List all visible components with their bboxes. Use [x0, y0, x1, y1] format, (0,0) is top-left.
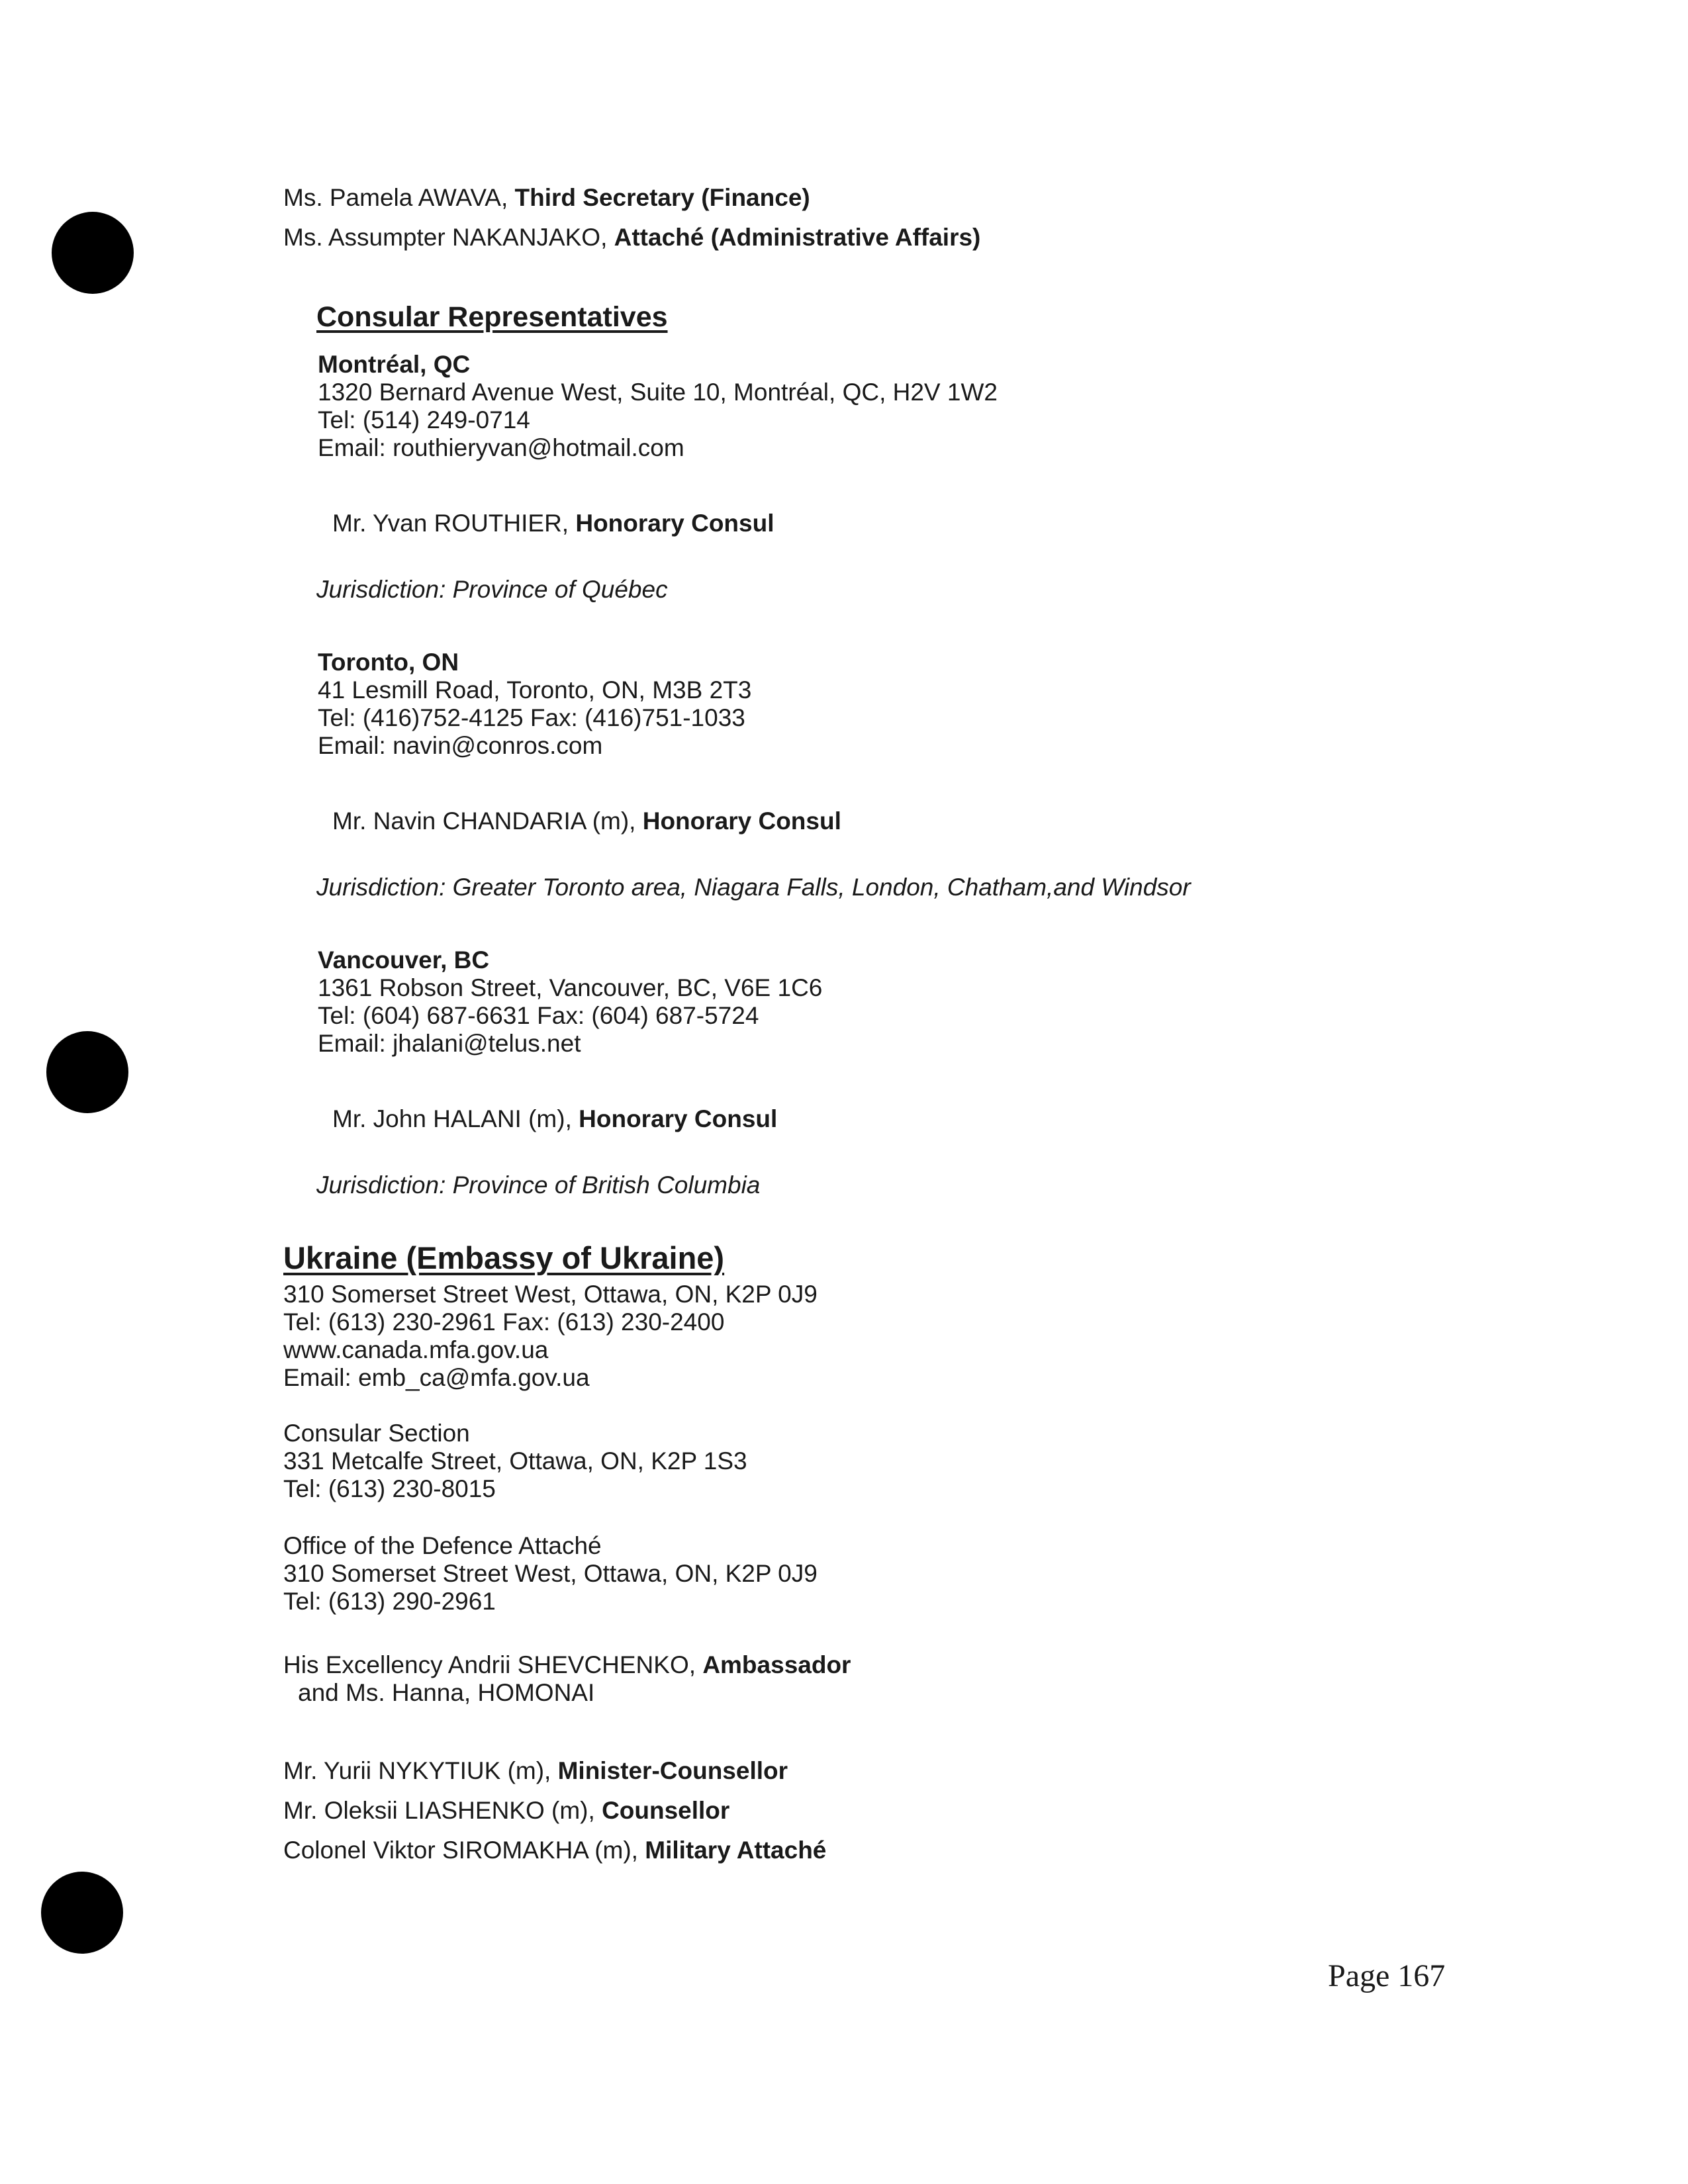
consul-vancouver: Mr. John HALANI (m), Honorary Consul — [332, 1105, 778, 1132]
consular-section — [283, 1420, 1688, 1503]
office-city: Vancouver, BC — [318, 946, 490, 974]
punch-hole-middle — [46, 1031, 128, 1113]
page-number: Page 167 — [1328, 1958, 1446, 1993]
section-title: Office of the Defence Attaché — [283, 1532, 602, 1559]
office-toronto — [318, 649, 1688, 760]
embassy-tel: Tel: (613) 230-2961 Fax: (613) 230-2400 — [283, 1308, 725, 1336]
office-tel: Tel: (416)752-4125 Fax: (416)751-1033 — [318, 704, 745, 731]
embassy-website: www.canada.mfa.gov.ua — [283, 1336, 549, 1363]
ambassador-spouse: and Ms. Hanna, HOMONAI — [298, 1679, 595, 1706]
office-tel: Tel: (514) 249-0714 — [318, 406, 530, 433]
punch-hole-top — [52, 212, 134, 294]
country-heading-ukraine: Ukraine (Embassy of Ukraine) — [283, 1240, 725, 1275]
office-email: Email: jhalani@telus.net — [318, 1030, 581, 1057]
staff-entry: Colonel Viktor SIROMAKHA (m), Military Attaché — [283, 1837, 827, 1864]
staff-list-ukraine — [283, 1757, 1688, 1864]
office-address: 1320 Bernard Avenue West, Suite 10, Montréal, QC, H2V 1W2 — [318, 379, 998, 406]
section-tel: Tel: (613) 290-2961 — [283, 1588, 496, 1615]
embassy-email: Email: emb_ca@mfa.gov.ua — [283, 1364, 590, 1391]
jurisdiction-vancouver: Jurisdiction: Province of British Columbia — [316, 1171, 761, 1199]
staff-entry: Ms. Assumpter NAKANJAKO, Attaché (Administrative Affairs) — [283, 224, 981, 251]
embassy-contact — [283, 1281, 1688, 1392]
office-tel: Tel: (604) 687-6631 Fax: (604) 687-5724 — [318, 1002, 759, 1029]
staff-entry: Mr. Yurii NYKYTIUK (m), Minister-Counsellor — [283, 1757, 788, 1784]
office-address: 1361 Robson Street, Vancouver, BC, V6E 1C6 — [318, 974, 823, 1001]
office-city: Toronto, ON — [318, 649, 459, 676]
staff-list-top — [283, 184, 1688, 251]
office-montreal — [318, 351, 1688, 462]
punch-hole-bottom — [41, 1872, 123, 1954]
section-address: 331 Metcalfe Street, Ottawa, ON, K2P 1S3 — [283, 1447, 747, 1475]
embassy-address: 310 Somerset Street West, Ottawa, ON, K2P 0J9 — [283, 1281, 818, 1308]
office-address: 41 Lesmill Road, Toronto, ON, M3B 2T3 — [318, 676, 752, 704]
ambassador-name: His Excellency Andrii SHEVCHENKO, Ambassador — [283, 1651, 851, 1678]
defence-attache-office — [283, 1532, 1688, 1615]
staff-entry: Mr. Oleksii LIASHENKO (m), Counsellor — [283, 1797, 730, 1824]
section-title: Consular Section — [283, 1420, 470, 1447]
consul-montreal: Mr. Yvan ROUTHIER, Honorary Consul — [332, 510, 774, 537]
jurisdiction-montreal: Jurisdiction: Province of Québec — [316, 576, 668, 603]
office-vancouver — [318, 946, 1688, 1058]
ambassador-entry — [283, 1651, 1688, 1707]
consul-toronto: Mr. Navin CHANDARIA (m), Honorary Consul — [332, 807, 841, 835]
office-city: Montréal, QC — [318, 351, 471, 378]
office-email: Email: navin@conros.com — [318, 732, 603, 759]
office-email: Email: routhieryvan@hotmail.com — [318, 434, 684, 461]
section-address: 310 Somerset Street West, Ottawa, ON, K2P 0J9 — [283, 1560, 818, 1587]
jurisdiction-toronto: Jurisdiction: Greater Toronto area, Niagara Falls, London, Chatham,and Windsor — [316, 874, 1191, 901]
staff-entry: Ms. Pamela AWAVA, Third Secretary (Finance) — [283, 184, 810, 211]
section-tel: Tel: (613) 230-8015 — [283, 1475, 496, 1502]
consular-heading: Consular Representatives — [316, 301, 668, 333]
